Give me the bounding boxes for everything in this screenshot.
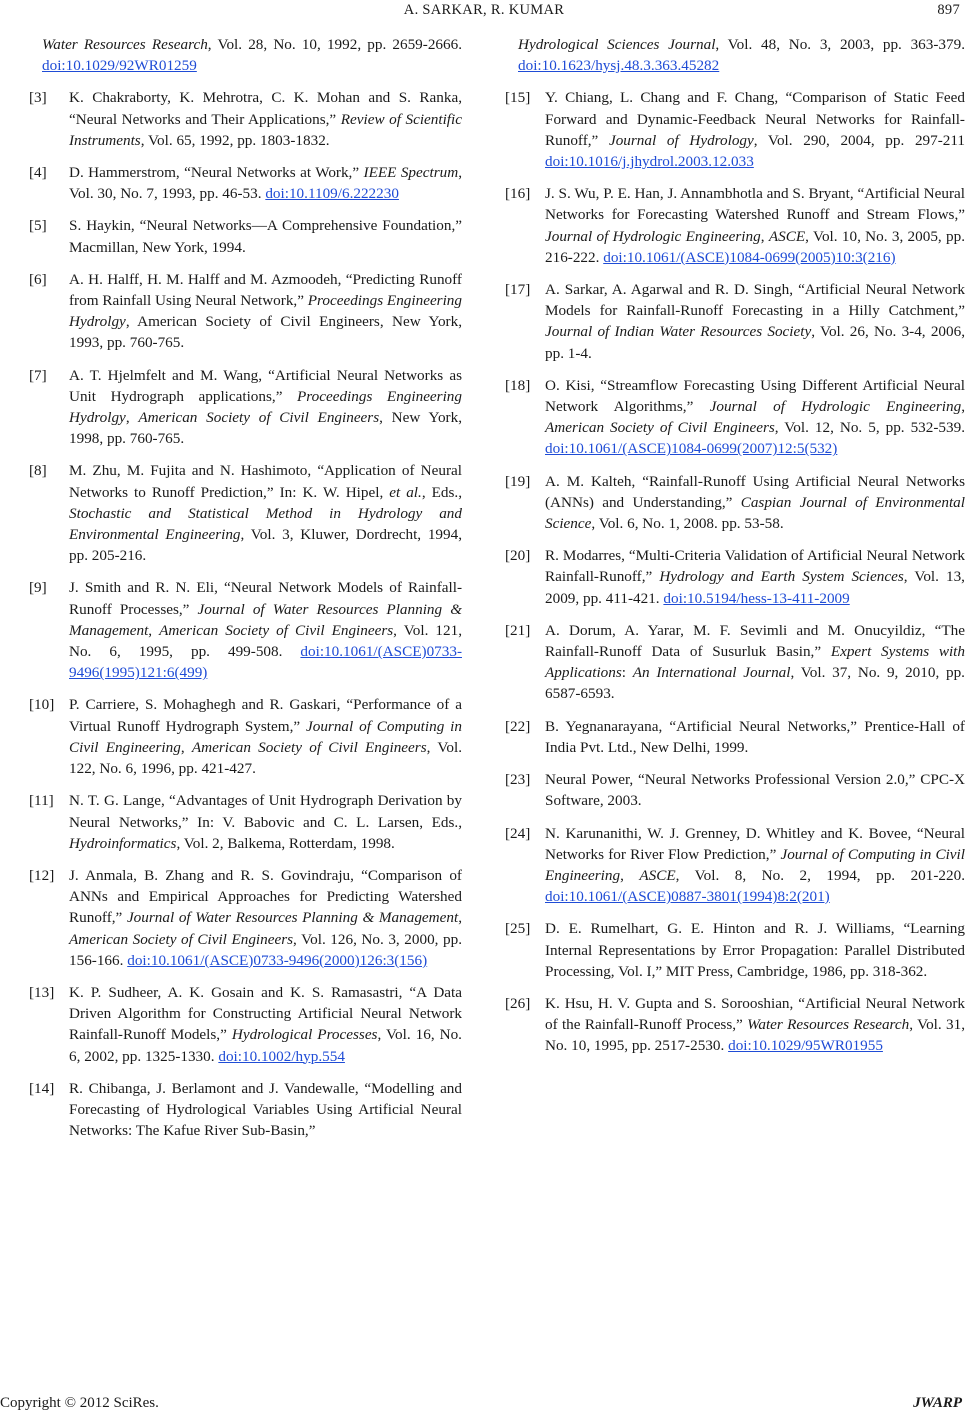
reference-number: [8] (29, 462, 47, 480)
reference-italic-text: American Society of Civil Engineers (138, 409, 380, 427)
reference-number: [16] (505, 185, 531, 203)
reference-entry (505, 769, 965, 811)
reference-number: [21] (505, 621, 531, 639)
copyright-notice: Copyright © 2012 SciRes. (0, 1395, 159, 1411)
reference-text (545, 545, 965, 609)
doi-link[interactable]: doi:10.1029/95WR01955 (728, 1037, 883, 1055)
reference-number: [20] (505, 547, 531, 565)
reference-text (518, 34, 965, 76)
reference-entry (29, 694, 462, 779)
reference-text-segment: , Vol. 16, No. 6, 2002, pp. 1325-1330. (69, 1026, 462, 1065)
reference-entry (29, 215, 462, 257)
reference-entry (505, 183, 965, 268)
reference-text-segment: , Vol. 65, 1992, pp. 1803-1832. (140, 131, 330, 149)
reference-text-segment: N. Karunanithi, W. J. Grenney, D. Whitley and K. Bovee, “Neural Networks for River Flow Prediction,” (545, 824, 965, 863)
reference-number: [3] (29, 89, 47, 107)
reference-number: [6] (29, 270, 47, 288)
reference-text-segment: B. Yegnanarayana, “Artificial Neural Networks,” Prentice-Hall of India Pvt. Ltd., New Delhi, 1999. (545, 717, 965, 756)
reference-entry (29, 162, 462, 204)
reference-text-segment: , (458, 909, 462, 927)
reference-text-segment: , Vol. 13, 2009, pp. 411-421. (545, 568, 965, 607)
reference-text-segment: , Vol. 121, No. 6, 1995, pp. 499-508. (69, 621, 462, 661)
reference-number: [24] (505, 824, 531, 842)
reference-text-segment: A. Dorum, A. Yarar, M. F. Sevimli and M. Onucyildiz, “The Rainfall-Runoff Data of Susurluk Basin,” (545, 621, 965, 661)
reference-text-segment: , Vol. 2, Balkema, Rotterdam, 1998. (176, 834, 395, 852)
reference-text-segment: M. Zhu, M. Fujita and N. Hashimoto, “Application of Neural Networks to Runoff Prediction,” In: K. W. Hipel, (69, 462, 462, 501)
reference-text-segment: , Vol. 3, Kluwer, Dordrecht, 1994, pp. 205-216. (69, 526, 462, 565)
reference-number: [10] (29, 696, 55, 714)
reference-number: [13] (29, 983, 55, 1001)
reference-text (42, 34, 462, 76)
reference-italic-text: American Society of Civil Engineers (159, 621, 394, 639)
doi-link[interactable]: doi:10.5194/hess-13-411-2009 (663, 589, 850, 607)
reference-entry (29, 865, 462, 971)
reference-italic-text: et al. (389, 483, 422, 501)
reference-italic-text: Journal of Hydrology (608, 131, 754, 149)
reference-text-segment: D. Hammerstrom, “Neural Networks at Work,” (69, 164, 364, 182)
reference-text-segment: J. Smith and R. N. Eli, “Neural Network Models of Rainfall-Runoff Processes,” (69, 579, 462, 618)
references-left-column (29, 34, 462, 1152)
reference-entry (505, 993, 965, 1057)
page-number: 897 (937, 2, 960, 18)
reference-entry (505, 87, 965, 172)
reference-text-segment: R. Modarres, “Multi-Criteria Validation of Artificial Neural Network Rainfall-Runoff,” (545, 547, 965, 586)
reference-italic-text: Proceedings Engineering Hydrolgy (69, 292, 462, 331)
reference-text (69, 269, 462, 354)
reference-text (545, 87, 965, 172)
reference-italic-text: Journal of Computing in Civil Engineering (545, 845, 965, 884)
reference-italic-text: Hydroinformatics (69, 834, 177, 852)
reference-number: [19] (505, 472, 531, 490)
reference-text-segment: D. E. Rumelhart, G. E. Hinton and R. J. Williams, “Learning Internal Representations by Error Propagation: Parallel Distributed Processing, Vol. I,” MIT Press, Cambridge, 1986, pp. 318-362. (545, 920, 965, 980)
reference-entry (29, 790, 462, 854)
reference-text (545, 279, 965, 364)
reference-number: [14] (29, 1079, 55, 1097)
reference-text (69, 162, 462, 204)
page-footer (0, 1392, 968, 1412)
reference-entry (505, 471, 965, 535)
reference-text-segment: Neural Power, “Neural Networks Professional Version 2.0,” CPC-X Software, 2003. (545, 771, 965, 810)
reference-text (545, 471, 965, 535)
reference-text-segment: , Eds., (421, 483, 463, 501)
reference-text-segment: A. M. Kalteh, “Rainfall-Runoff Using Artificial Neural Networks (ANNs) and Understanding,” (545, 472, 965, 511)
reference-text-segment: : (621, 664, 633, 682)
reference-italic-text: Water Resources Research (42, 36, 208, 53)
reference-text (545, 716, 965, 758)
reference-italic-text: Hydrological Processes (231, 1026, 378, 1044)
journal-code: JWARP (913, 1395, 962, 1411)
reference-text (69, 982, 462, 1067)
reference-italic-text: Expert Systems with Applications (545, 643, 965, 682)
reference-number: [7] (29, 366, 47, 384)
reference-text (545, 918, 965, 982)
reference-text-segment: A. H. Halff, H. M. Halff and M. Azmoodeh, “Predicting Runoff from Rainfall Using Neural Network,” (69, 270, 462, 310)
doi-link[interactable]: doi:10.1029/92WR01259 (42, 57, 197, 75)
reference-text-segment: A. T. Hjelmfelt and M. Wang, “Artificial Neural Networks as Unit Hydrograph applications,” (69, 366, 462, 405)
reference-entry (505, 545, 965, 609)
reference-entry (29, 365, 462, 450)
reference-text-segment: , Vol. 12, No. 5, pp. 532-539. (774, 419, 965, 437)
doi-link[interactable]: doi:10.1623/hysj.48.3.363.45282 (518, 57, 720, 75)
reference-text-segment: , Vol. 28, No. 10, 1992, pp. 2659-2666. (207, 36, 462, 53)
doi-link[interactable]: doi:10.1061/(ASCE)0733-9496(1995)121:6(499) (69, 643, 462, 682)
doi-link[interactable]: doi:10.1109/6.222230 (265, 185, 399, 203)
reference-italic-text: Hydrology and Earth System Sciences (659, 568, 904, 586)
reference-entry (505, 375, 965, 460)
reference-text (69, 694, 462, 779)
reference-number: [25] (505, 920, 531, 938)
reference-text-segment: , Vol. 31, No. 10, 1995, pp. 2517-2530. (545, 1016, 965, 1055)
reference-text-segment: O. Kisi, “Streamflow Forecasting Using Different Artificial Neural Network Algorithms,” (545, 376, 965, 416)
reference-italic-text: Caspian Journal of Environmental Science (545, 493, 965, 533)
reference-text (69, 215, 462, 257)
reference-entry (505, 620, 965, 705)
reference-text-segment: , American Society of Civil Engineers, New York, 1993, pp. 760-765. (69, 313, 462, 352)
reference-entry (505, 823, 965, 908)
reference-text-segment: , (125, 409, 139, 427)
reference-entry (29, 87, 462, 151)
reference-text (69, 577, 462, 683)
reference-text-segment: , Vol. 26, No. 3-4, 2006, pp. 1-4. (545, 323, 965, 362)
doi-link[interactable]: doi:10.1016/j.jhydrol.2003.12.033 (545, 153, 754, 171)
reference-text-segment: R. Chibanga, J. Berlamont and J. Vandewalle, “Modelling and Forecasting of Hydrological Variables Using Artificial Neural Networks: The Kafue River Sub-Basin,” (69, 1079, 462, 1140)
reference-text (545, 183, 965, 268)
reference-text-segment: , Vol. 10, No. 3, 2005, pp. 216-222. (545, 227, 966, 266)
reference-entry (29, 577, 462, 683)
reference-text (545, 823, 965, 908)
doi-link[interactable]: doi:10.1061/(ASCE)0887-3801(1994)8:2(201) (545, 888, 830, 906)
reference-text (69, 790, 462, 854)
doi-link[interactable]: doi:10.1061/(ASCE)1084-0699(2005)10:3(216) (603, 248, 896, 266)
reference-text-segment: , Vol. 30, No. 7, 1993, pp. 46-53. (69, 164, 462, 203)
reference-text-segment: S. Haykin, “Neural Networks—A Comprehensive Foundation,” Macmillan, New York, 1994. (69, 217, 462, 256)
doi-link[interactable]: doi:10.1061/(ASCE)1084-0699(2007)12:5(532) (545, 440, 838, 458)
reference-text-segment: K. Chakraborty, K. Mehrotra, C. K. Mohan and S. Ranka, “Neural Networks and Their Applications,” (69, 89, 462, 128)
reference-number: [26] (505, 994, 531, 1012)
reference-text-segment: P. Carriere, S. Mohaghegh and R. Gaskari, “Performance of a Virtual Runoff Hydrograph System,” (69, 696, 462, 735)
reference-number: [11] (29, 792, 54, 810)
reference-text (545, 375, 965, 460)
reference-text-segment: K. P. Sudheer, A. K. Gosain and K. S. Ramasastri, “A Data Driven Algorithm for Constructing Artificial Neural Network Rainfall-Runoff Models,” (69, 983, 462, 1044)
reference-text (69, 460, 462, 566)
reference-italic-text: Stochastic and Statistical Method in Hydrology and Environmental Engineering (69, 504, 462, 544)
reference-text-segment: , Vol. 126, No. 3, 2000, pp. 156-166. (69, 930, 462, 969)
reference-text-segment: Y. Chiang, L. Chang and F. Chang, “Comparison of Static Feed Forward and Dynamic-Feedback Neural Networks for Rainfall-Runoff,” (545, 89, 965, 149)
reference-text-segment: J. S. Wu, P. E. Han, J. Annambhotla and S. Bryant, “Artificial Neural Networks for Forecasting Watershed Runoff and Stream Flows,” (545, 185, 965, 224)
reference-number: [18] (505, 376, 531, 394)
reference-italic-text: Review of Scientific Instruments (69, 110, 462, 149)
reference-text (69, 865, 462, 971)
page-header (0, 2, 968, 22)
reference-entry (29, 982, 462, 1067)
reference-italic-text: IEEE Spectrum (363, 164, 459, 182)
reference-italic-text: Journal of Hydrologic Engineering (545, 227, 761, 245)
reference-number: [22] (505, 717, 531, 735)
reference-italic-text: ASCE (639, 866, 676, 884)
reference-text (545, 993, 965, 1057)
reference-italic-text: Journal of Hydrologic Engineering (709, 398, 962, 416)
reference-text-segment: , Vol. 290, 2004, pp. 297-211 (753, 131, 966, 149)
reference-italic-text: American Society of Civil Engineers (69, 930, 294, 948)
reference-text-segment: , Vol. 6, No. 1, 2008. pp. 53-58. (591, 515, 784, 533)
running-title: A. SARKAR, R. KUMAR (403, 2, 565, 18)
reference-entry (29, 269, 462, 354)
reference-text-segment: , (148, 621, 160, 639)
reference-text (69, 1078, 462, 1142)
reference-text-segment: , Vol. 37, No. 9, 2010, pp. 6587-6593. (545, 664, 965, 703)
reference-italic-text: American Society of Civil Engineers (545, 419, 775, 437)
reference-text-segment: J. Anmala, B. Zhang and R. S. Govindraju, “Comparison of ANNs and Empirical Approaches for Predicting Watershed Runoff,” (69, 866, 462, 927)
references-right-column (505, 34, 965, 1068)
reference-number: [15] (505, 89, 531, 107)
reference-entry (29, 1078, 462, 1142)
reference-text (69, 87, 462, 151)
reference-entry (29, 460, 462, 566)
reference-text-segment: , (180, 738, 192, 756)
doi-link[interactable]: doi:10.1002/hyp.554 (218, 1047, 345, 1065)
reference-number: [12] (29, 866, 55, 884)
reference-italic-text: American Society of Civil Engineers (191, 738, 427, 756)
reference-text-segment: N. T. G. Lange, “Advantages of Unit Hydrograph Derivation by Neural Networks,” In: V. Babovic and C. L. Larsen, Eds., (69, 792, 462, 831)
reference-italic-text: Water Resources Research (747, 1016, 910, 1034)
reference-continuation (29, 34, 462, 76)
reference-italic-text: Journal of Water Resources Planning & Management (126, 909, 459, 927)
reference-number: [9] (29, 579, 47, 597)
reference-italic-text: Proceedings Engineering Hydrolgy (69, 387, 462, 427)
reference-italic-text: Journal of Water Resources Planning & Management (69, 600, 463, 639)
reference-text (545, 769, 965, 811)
reference-number: [4] (29, 164, 47, 182)
reference-continuation (505, 34, 965, 76)
reference-number: [23] (505, 771, 531, 789)
reference-number: [17] (505, 281, 531, 299)
reference-italic-text: An International Journal (632, 664, 791, 682)
reference-text-segment: , (961, 398, 966, 416)
reference-italic-text: Journal of Computing in Civil Engineering (69, 717, 462, 756)
reference-text-segment: A. Sarkar, A. Agarwal and R. D. Singh, “Artificial Neural Network Models for Rainfall-Runoff Forecasting in a Hilly Catchment,” (545, 281, 965, 320)
reference-text-segment: , Vol. 48, No. 3, 2003, pp. 363-379. (715, 36, 965, 53)
reference-italic-text: Journal of Indian Water Resources Society (545, 323, 812, 341)
reference-text-segment: , Vol. 8, No. 2, 1994, pp. 201-220. (675, 866, 965, 884)
reference-text-segment: K. Hsu, H. V. Gupta and S. Sorooshian, “Artificial Neural Network of the Rainfall-Runoff Process,” (545, 994, 965, 1034)
doi-link[interactable]: doi:10.1061/(ASCE)0733-9496(2000)126:3(156) (127, 951, 428, 969)
reference-number: [5] (29, 217, 47, 235)
reference-entry (505, 279, 965, 364)
reference-text-segment: , Vol. 122, No. 6, 1996, pp. 421-427. (69, 738, 462, 778)
reference-text (545, 620, 965, 705)
reference-text (69, 365, 462, 450)
reference-italic-text: Hydrological Sciences Journal (518, 36, 716, 53)
reference-text-segment: , (620, 866, 640, 884)
reference-text-segment: , (760, 227, 769, 245)
reference-italic-text: ASCE (768, 227, 806, 245)
reference-entry (505, 716, 965, 758)
reference-entry (505, 918, 965, 982)
reference-text-segment: , New York, 1998, pp. 760-765. (69, 409, 462, 448)
